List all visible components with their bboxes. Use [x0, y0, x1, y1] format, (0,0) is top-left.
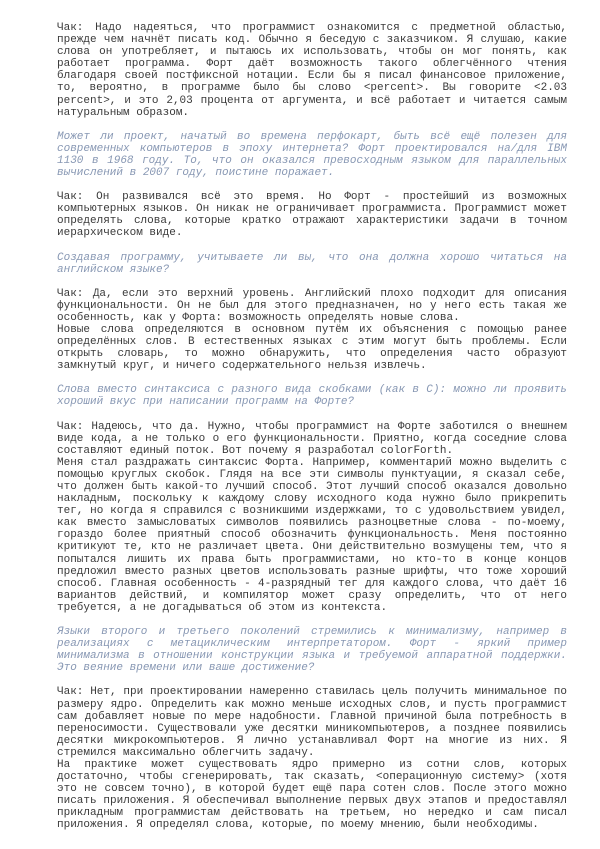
answer-paragraph: Чак: Надеюсь, что да. Нужно, чтобы программист на Форте заботился о внешнем виде кода, а не только о его функциональности. Приятно, когда соседние слова составляют единый поток. Вот почему я разработал colorForth. [57, 420, 567, 457]
answer-paragraph: Чак: Нет, при проектировании намеренно ставилась цель получить минимальное по размеру ядро. Определить как можно меньше исходных слов, и пусть программист сам добавляет новые по мере надобности. Главной причиной была потребность в переносимости. Существовали уже десятки миникомпьютеров, а позднее появились десятки микрокомпьютеров. Я лично устанавливал Форт на многие из них. Я стремился максимально облегчить задачу. [57, 686, 567, 759]
question-paragraph: Слова вместо синтаксиса с разного вида скобками (как в C): можно ли проявить хороший вкус при написании программ на Форте? [57, 384, 567, 409]
answer-paragraph: Меня стал раздражать синтаксис Форта. Например, комментарий можно выделить с помощью круглых скобок. Глядя на все эти символы пунктуации, я сказал себе, что должен быть какой-то лучший способ. Этот лучший способ оказался довольно накладным, поскольку к каждому слову исходного кода нужно было прикрепить тег, но когда я справился с возникшими издержками, то с удовольствием увидел, как вместо замысловатых символов появились разноцветные слова - по-моему, гораздо более приятный способ обозначить функциональность. Меня постоянно критикуют те, кто не различает цвета. Они действительно возмущены тем, что я попытался лишить их права быть программистами, но кто-то в конце концов предложил вместо разных цветов использовать разные шрифты, что тоже хороший способ. Главная особенность - 4-разрядный тег для каждого слова, что даёт 16 вариантов действий, и компилятор может сразу определить, что от него требуется, а не догадываться об этом из контекста. [57, 456, 567, 614]
answer-block [57, 288, 567, 373]
answer-paragraph: Новые слова определяются в основном путём их объяснения с помощью ранее определённых слов. В естественных языках с этим могут быть проблемы. Если открыть словарь, то можно обнаружить, что определения часто образуют замкнутый круг, и ничего содержательного нельзя извлечь. [57, 323, 567, 373]
answer-block [57, 191, 567, 239]
answer-paragraph: Чак: Да, если это верхний уровень. Английский плохо подходит для описания функциональности. Он не был для этого предназначен, но у него есть такая же особенность, как у Форта: возможность определять новые слова. [57, 287, 567, 324]
question-paragraph: Создавая программу, учитываете ли вы, что она должна хорошо читаться на английском языке? [57, 251, 567, 276]
document-page [57, 22, 567, 832]
answer-paragraph: Чак: Надо надеяться, что программист ознакомится с предметной областью, прежде чем начнёт писать код. Обычно я беседую с заказчиком. Я слушаю, какие слова он употребляет, и пытаюсь их использовать, чтобы он мог понять, как работает программа. Форт даёт возможность такого облегчённого чтения благодаря своей постфиксной нотации. Если бы я писал финансовое приложение, то, вероятно, в программе было бы слово <percent>. Вы говорите <2.03 percent>, и это 2,03 процента от аргумента, и всё работает и читается самым натуральным образом. [57, 22, 567, 119]
question-paragraph: Может ли проект, начатый во времена перфокарт, быть всё ещё полезен для современных компьютеров в эпоху интернета? Форт проектировался на/для IBM 1130 в 1968 году. То, что он оказался превосходным языком для параллельных вычислений в 2007 году, поистине поражает. [57, 130, 567, 180]
answer-block [57, 22, 567, 119]
question-paragraph: Языки второго и третьего поколений стремились к минимализму, например в реализациях с метациклическим интерпретатором. Форт - яркий пример минимализма в отношении конструкции языка и требуемой аппаратной поддержки. Это веяние времени или ваше достижение? [57, 626, 567, 675]
answer-block [57, 686, 567, 831]
answer-paragraph: На практике может существовать ядро примерно из сотни слов, которых достаточно, чтобы сгенерировать, так сказать, <операционную систему> (хотя это не совсем точно), в которой будет ещё пара сотен слов. После этого можно писать приложения. Я обеспечивал выполнение первых двух этапов и предоставлял прикладным программистам действовать на третьем, но нередко и сам писал приложения. Я определял слова, которые, по моему мнению, были необходимы. [57, 758, 567, 832]
answer-block [57, 421, 567, 615]
answer-paragraph: Чак: Он развивался всё это время. Но Форт - простейший из возможных компьютерных языков. Он никак не ограничивает программиста. Программист может определять слова, которые кратко отражают характеристики задачи в точном иерархическом виде. [57, 191, 567, 240]
